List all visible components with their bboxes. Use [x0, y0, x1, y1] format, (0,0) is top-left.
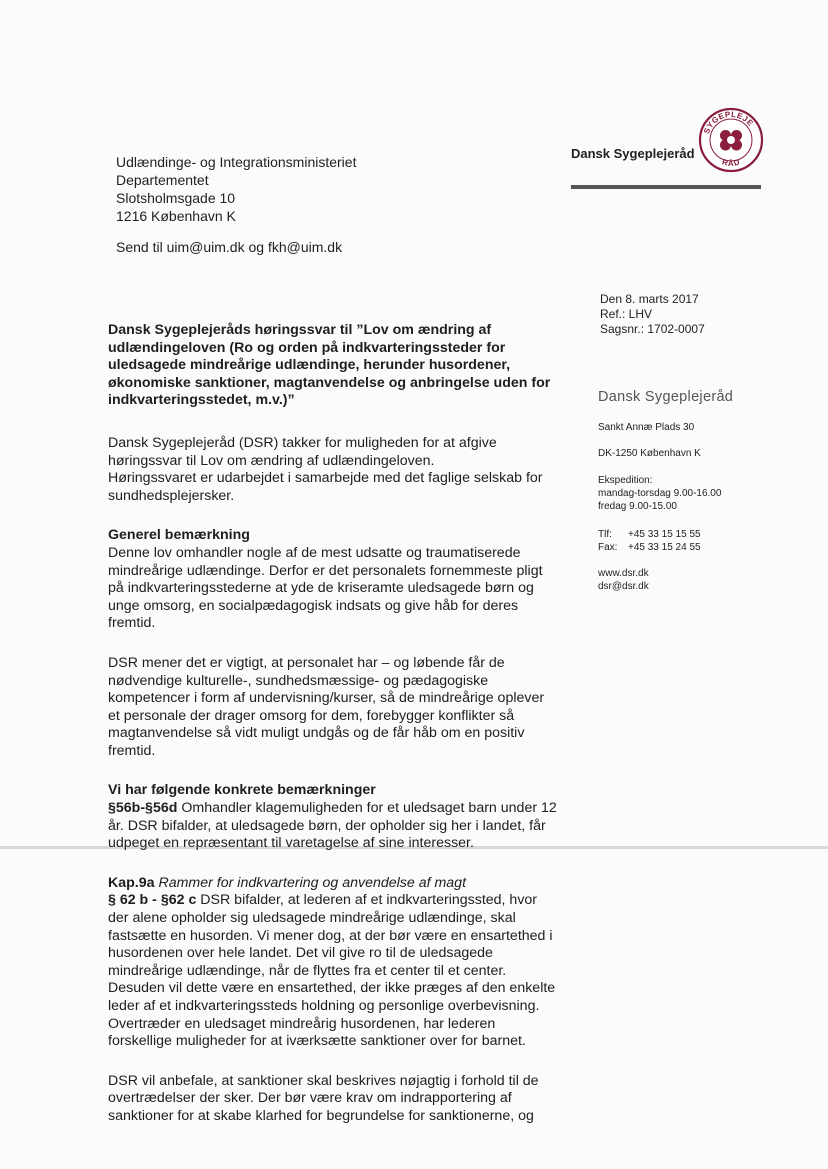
sidebar-hours: [598, 474, 721, 513]
letter-meta: [600, 292, 705, 337]
recipient-line: Slotsholmsgade 10: [116, 190, 236, 206]
sidebar-org-name: Dansk Sygeplejeråd: [598, 389, 734, 405]
intro-paragraph-2: Høringssvaret er udarbejdet i samarbejde med det faglige selskab for sundhedsplejersker.: [108, 470, 543, 504]
fax-label: Fax:: [598, 542, 618, 553]
sidebar-address1: Sankt Annæ Plads 30: [598, 422, 695, 433]
tlf-number: +45 33 15 15 55: [628, 529, 701, 540]
section-62-text: DSR bifalder, at lederen af et indkvarteringssted, hvor der alene opholder sig uledsagede mindreårige udlændinge, skal fastsætte en husorden. Vi mener dog, at der bør være en ensartethed i husordenen over hele landet. Det vil give ro til de uledsagede mindreårige udlændinge, når de flyttes fra et center til et center. Desuden vil dette være en ensartethed, der ikke præges af den enkelte leder af et indkvarteringssteds holdning og personlige overbevisning. Overtræder en uledsaget mindreårig husordenen, har lederen forskellige muligheder for at iværksætte sanktioner over for barnet.: [108, 892, 556, 1050]
svg-text:SYGEPLEJE: SYGEPLEJE: [702, 109, 756, 135]
kap9a-section: [108, 875, 558, 1051]
website-link[interactable]: www.dsr.dk: [598, 568, 649, 579]
scan-artifact-line: [0, 846, 828, 849]
specific-section: [108, 782, 558, 852]
chapter-title: Rammer for indkvartering og anvendelse af magt: [154, 874, 467, 891]
letter-title: Dansk Sygeplejeråds høringssvar til ”Lov om ændring af udlændingeloven (Ro og orden på indkvarteringssteder for uledsagede mindreårige udlændinge, herunder husordener, økonomiske sanktioner, magtanvendelse og anbringelse uden for indkvarteringsstedet, m.v.)”: [108, 322, 551, 409]
send-to-line: Send til uim@uim.dk og fkh@uim.dk: [116, 239, 343, 255]
section-ref-56: §56b-§56d: [108, 800, 178, 817]
dsr-paragraph: DSR mener det er vigtigt, at personalet har – og løbende får de nødvendige kulturelle-, sundhedsmæssige- og pædagogiske kompetencer i form af undervisning/kurser, så de mindreårige oplever et personale der drager omsorg for dem, forebygger konflikter så magtanvendelse så vidt muligt undgås og de får håb om en positiv fremtid.: [108, 654, 545, 759]
general-section: [108, 527, 558, 633]
recipient-line: Departementet: [116, 172, 209, 188]
hours-label: Ekspedition:: [598, 475, 653, 486]
section-56-text: Omhandler klagemuligheden for et uledsaget barn under 12 år. DSR bifalder, at uledsagede børn, der opholder sig her i landet, får udpeget en repræsentant til varetagelse af sine interesser.: [108, 800, 557, 852]
intro-paragraph-1: Dansk Sygeplejeråd (DSR) takker for muligheden for at afgive høringssvar til Lov om ændring af udlændingeloven.: [108, 434, 497, 469]
last-paragraph: DSR vil anbefale, at sanktioner skal beskrives nøjagtig i forhold til de overtrædelser der sker. Der bør være krav om indrapportering af sanktioner for at skabe klarhed for begrundelse for sanktionerne, og: [108, 1072, 539, 1124]
fax-number: +45 33 15 24 55: [628, 542, 701, 553]
dsr-logo: [698, 107, 764, 173]
section-ref-62: § 62 b - §62 c: [108, 892, 197, 909]
dsr-logo-seal: [698, 107, 764, 173]
letter-date: Den 8. marts 2017: [600, 292, 699, 306]
general-text: Denne lov omhandler nogle af de mest udsatte og traumatiserede mindreårige udlændinge. Derfor er det personalets fornemmeste pligt på indkvarteringsstederne at yde de kriseramte uledsagede børn og unge omsorg, en socialpædagogisk indsats og give håb for deres fremtid.: [108, 544, 543, 632]
fax-row: [598, 541, 701, 554]
tlf-label: Tlf:: [598, 529, 612, 540]
sidebar-address2: DK-1250 København K: [598, 448, 701, 459]
general-heading: Generel bemærkning: [108, 527, 250, 544]
email-link[interactable]: dsr@dsr.dk: [598, 581, 649, 592]
letter-case-number: Sagsnr.: 1702-0007: [600, 322, 705, 336]
specific-heading: Vi har følgende konkrete bemærkninger: [108, 782, 376, 799]
hours-weekdays: mandag-torsdag 9.00-16.00: [598, 488, 722, 499]
recipient-address: [116, 153, 356, 225]
sidebar-web: [598, 567, 649, 593]
header-org-name: Dansk Sygeplejeråd: [571, 146, 695, 161]
recipient-line: Udlændinge- og Integrationsministeriet: [116, 154, 357, 170]
sidebar-phone: [598, 528, 701, 554]
hours-friday: fredag 9.00-15.00: [598, 501, 677, 512]
letter-ref: Ref.: LHV: [600, 307, 653, 321]
svg-text:RÅD: RÅD: [720, 157, 742, 169]
phone-row: [598, 528, 701, 541]
chapter-ref: Kap.9a: [108, 874, 155, 891]
header-divider: [571, 185, 761, 189]
letter-body: [108, 322, 558, 1126]
recipient-line: 1216 København K: [116, 208, 236, 224]
